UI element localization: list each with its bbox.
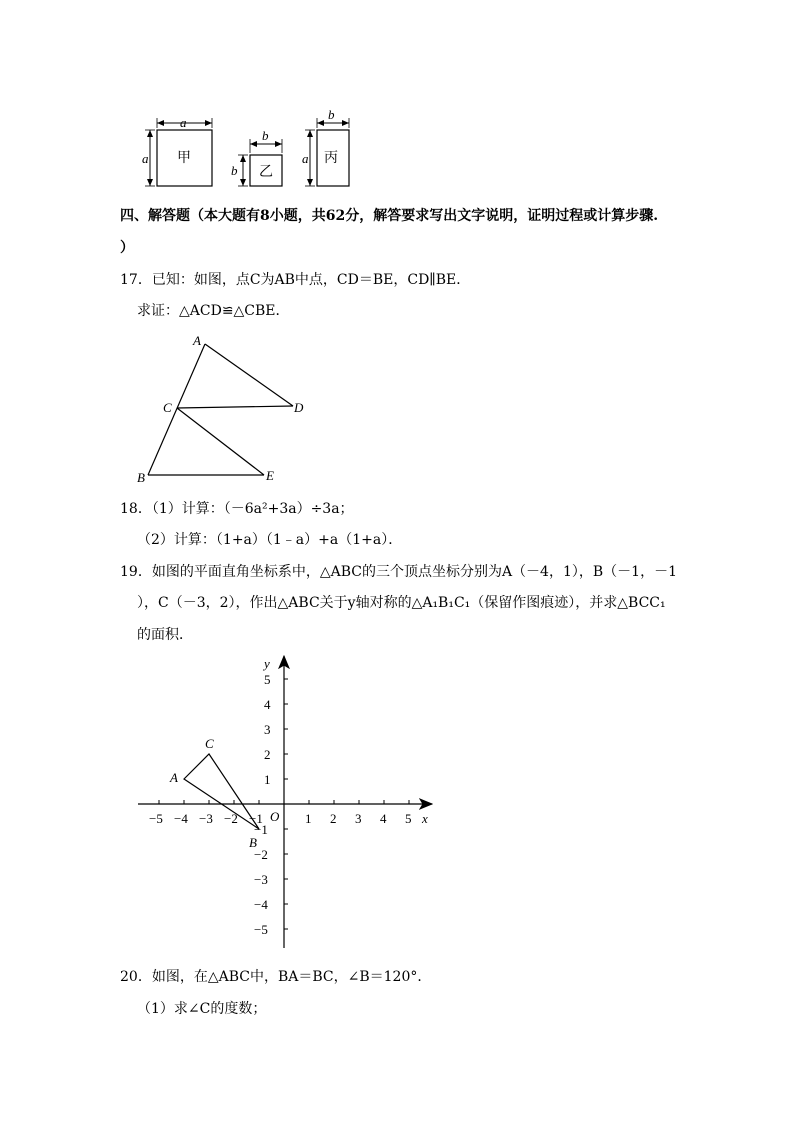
rect-jia-label: 甲: [177, 151, 191, 166]
y-tick-label: 1: [264, 772, 271, 787]
rect-bing-width-label: b: [328, 110, 335, 122]
x-tick-label: 3: [355, 811, 362, 826]
y-tick-label: −2: [254, 847, 268, 862]
triangle-abc: [169, 736, 259, 850]
triangle-outline: [184, 754, 259, 829]
point-label-B: B: [249, 835, 257, 850]
rect-bing-label: 丙: [324, 151, 338, 166]
x-tick-label: −2: [224, 811, 238, 826]
q19-coordinate-plane: [130, 650, 440, 955]
rect-jia-width-label: a: [180, 115, 187, 130]
q17-label-A: A: [193, 333, 201, 348]
q18-part2: （2）计算：（1+a）（1﹣a）+a（1+a）．: [137, 532, 403, 548]
x-tick-label: 1: [305, 811, 312, 826]
y-axis-label: y: [264, 656, 270, 671]
x-tick-label: −4: [174, 811, 188, 826]
x-tick-label: 4: [380, 811, 387, 826]
q17-label-E: E: [266, 468, 274, 483]
y-tick-label: 5: [264, 672, 271, 687]
rect-yi-label: 乙: [259, 165, 273, 180]
x-tick-label: −1: [249, 811, 263, 826]
q19-line2: ），C（－3，2），作出△ABC关于y轴对称的△A₁B₁C₁（保留作图痕迹），并求△BCC₁: [137, 595, 666, 611]
x-axis-label: x: [422, 811, 428, 826]
x-tick-label: 5: [405, 811, 412, 826]
y-tick-label: 2: [264, 747, 271, 762]
section-heading-closing: ）: [120, 240, 134, 256]
q17-statement: 17．已知：如图，点C为AB中点，CD＝BE，CD∥BE．: [120, 272, 471, 288]
rect-bing-height-label: a: [302, 151, 309, 166]
y-tick-label: −1: [254, 822, 268, 837]
x-tick-label: −3: [199, 811, 213, 826]
q20-statement: 20．如图，在△ABC中，BA＝BC，∠B＝120°．: [120, 969, 432, 985]
section-heading: 四、解答题（本大题有8小题，共62分，解答要求写出文字说明，证明过程或计算步骤.: [120, 208, 659, 224]
rect-yi-width-label: b: [262, 128, 269, 143]
q19-line3: 的面积．: [137, 627, 193, 643]
x-tick-label: −5: [149, 811, 163, 826]
q20-part1: （1）求∠C的度数；: [137, 1001, 267, 1017]
area-rectangles-figure: [130, 110, 370, 192]
y-tick-label: −3: [254, 872, 268, 887]
y-tick-label: 4: [264, 697, 271, 712]
q17-label-C: C: [163, 400, 172, 415]
q17-label-D: D: [294, 400, 304, 415]
point-label-A: A: [170, 770, 178, 785]
q17-triangle-figure: [130, 330, 315, 485]
q17-prove: 求证：△ACD≌△CBE．: [137, 303, 290, 319]
y-tick-label: −4: [254, 897, 268, 912]
rect-yi-height-label: b: [231, 163, 238, 178]
q19-line1: 19．如图的平面直角坐标系中，△ABC的三个顶点坐标分别为A（－4，1），B（－1，－1: [120, 564, 677, 580]
y-tick-label: −5: [254, 922, 268, 937]
q17-label-B: B: [137, 470, 145, 485]
q18-part1: 18．（1）计算：（－6a²+3a）÷3a；: [120, 501, 354, 517]
x-tick-label: 2: [330, 811, 337, 826]
origin-label: O: [270, 809, 280, 824]
rect-jia-height-label: a: [142, 151, 149, 166]
y-tick-label: 3: [264, 722, 271, 737]
point-label-C: C: [205, 736, 214, 751]
